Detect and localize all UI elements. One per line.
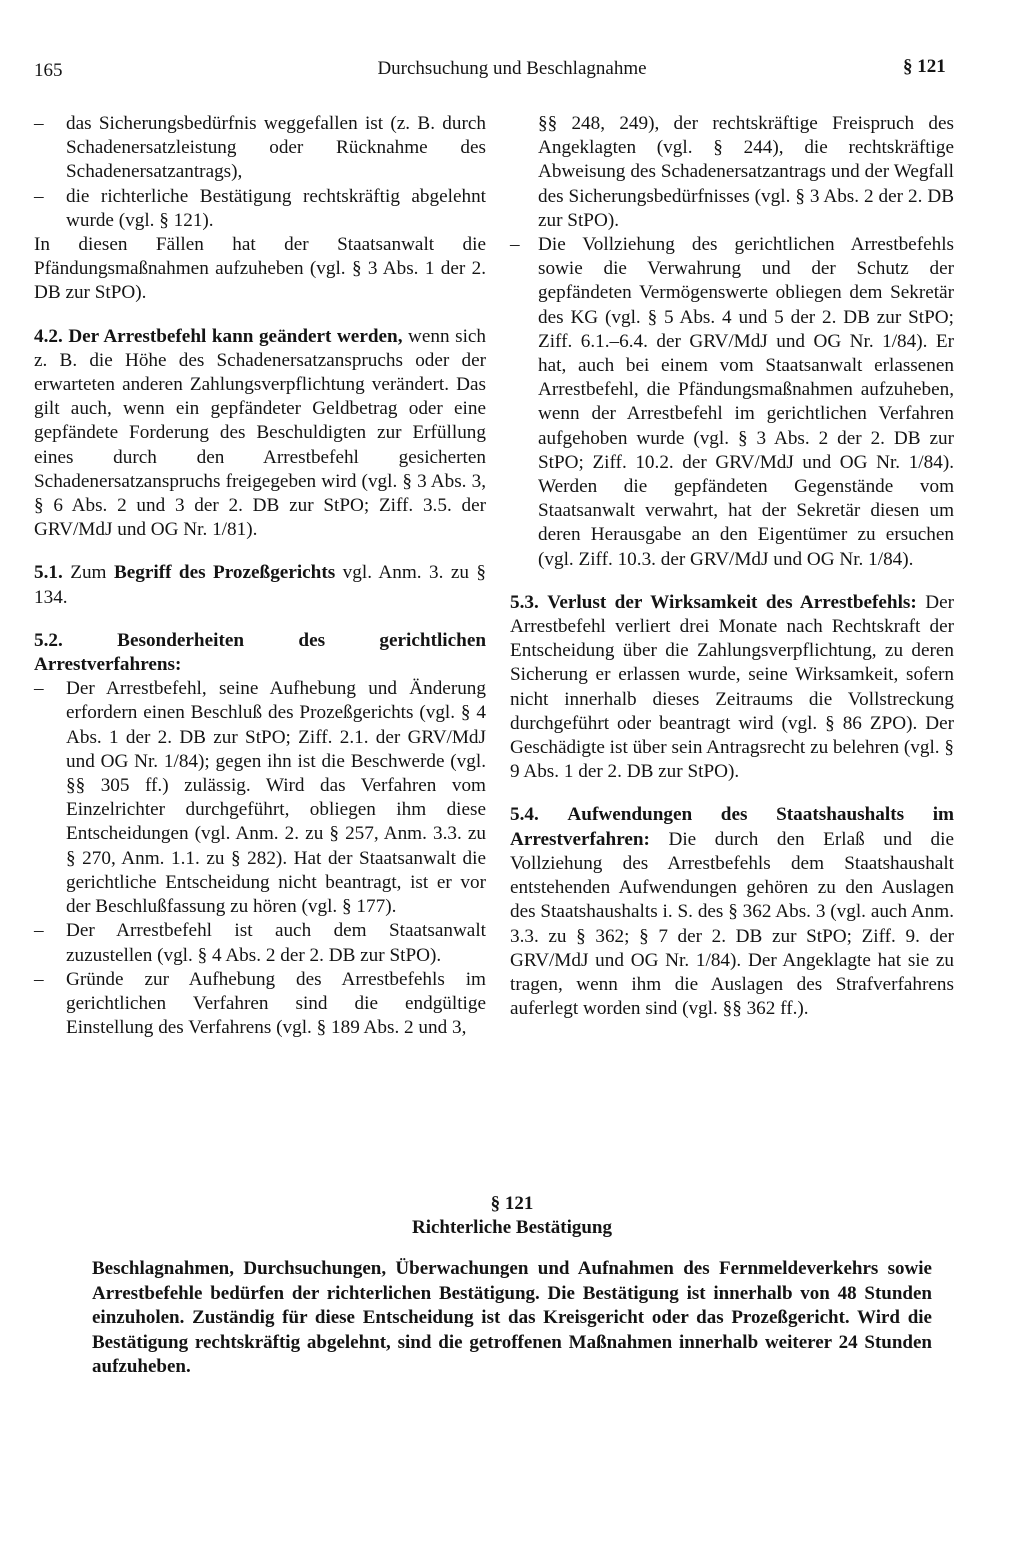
left-column — [34, 112, 486, 1040]
running-title: Durchsuchung und Beschlagnahme — [377, 58, 647, 79]
section-5-1 — [34, 561, 486, 609]
section-heading: Aufwendungen des Staatshaushalts im Arrestverfahren: — [510, 804, 955, 850]
law-section-number: § 121 — [490, 1193, 534, 1214]
section-text: Der Arrestbefehl verliert drei Monate nach Rechtskraft der Entscheidung über die Zahlungsverpflichtung, zu deren Sicherung er erlassen wurde, seine Wirksamkeit, sofern nicht innerhalb dieses Zeitraums die Vollstreckung durchgeführt oder beantragt wird (vgl. § 86 ZPO). Der Geschädigte ist über sein Antragsrecht zu belehren (vgl. § 9 Abs. 1 der 2. DB zur StPO). — [510, 591, 955, 783]
list-item: – Die Vollziehung des gerichtlichen Arrestbefehls sowie die Verwahrung und der Schutz der gepfändeten Vermögenswerte obliegen dem Sekretär des KG (vgl. § 5 Abs. 4 und 5 der 2. DB zur StPO; Ziff. 6.1.–6.4. der GRV/MdJ und OG Nr. 1/84). Er hat, auch bei einem vom Staatsanwalt erlassenen Arrestbefehl, die Pfändungsmaßnahmen aufzuheben, wenn der Arrestbefehl im gerichtlichen Verfahren aufgehoben wurde (vgl. § 3 Abs. 2 der 2. DB zur StPO; Ziff. 10.2. der GRV/MdJ und OG Nr. 1/84). Werden die gepfändeten Gegenstände vom Staatsanwalt verwahrt, hat der Sekretär diesen um deren Herausgabe an den Eigentümer zu ersuchen (vgl. Ziff. 10.3. der GRV/MdJ und OG Nr. 1/84). — [510, 233, 954, 572]
list-item: – die richterliche Bestätigung rechtskräftig abgelehnt wurde (vgl. § 121). — [34, 185, 486, 233]
section-5-2 — [34, 629, 486, 677]
section-text-pre: Zum — [70, 562, 107, 584]
section-number: 5.4. — [510, 804, 539, 826]
law-section-text: Beschlagnahmen, Durchsuchungen, Überwachungen und Aufnahmen des Fernmeldeverkehrs sowie Arrestbefehle bedürfen der richterlichen Bestätigung. Die Bestätigung ist innerhalb von 48 Stunden einzuholen. Zuständig für diese Entscheidung ist das Kreisgericht oder das Prozeßgericht. Wird die Bestätigung rechtskräftig abgelehnt, sind die getroffenen Maßnahmen innerhalb weiterer 24 Stunden aufzuheben. — [92, 1258, 932, 1378]
list-item: – das Sicherungsbedürfnis weggefallen ist (z. B. durch Schadenersatzleistung oder Rücknahme des Schadenersatzantrags), — [34, 112, 486, 185]
list-item-continued: §§ 248, 249), der rechtskräftige Freispruch des Angeklagten (vgl. § 244), die rechtskräftige Abweisung des Schadenersatzantrags und der Wegfall des Sicherungsbedürfnisses (vgl. § 3 Abs. 2 der 2. DB zur StPO). — [538, 113, 954, 231]
right-column — [510, 112, 954, 1021]
section-heading: Besonderheiten des gerichtlichen Arrestverfahrens: — [34, 629, 487, 676]
section-text: vgl. Anm. 3. zu § 134. — [34, 562, 486, 608]
section-number: 5.1. — [34, 562, 63, 584]
page-number: 165 — [34, 60, 63, 81]
section-5-4 — [510, 803, 954, 1021]
page-header — [0, 56, 1024, 88]
law-section-title: Richterliche Bestätigung — [411, 1217, 612, 1238]
section-5-3 — [510, 591, 954, 785]
section-heading: Verlust der Wirksamkeit des Arrestbefehls: — [547, 591, 917, 613]
section-text: Die durch den Erlaß und die Vollziehung des Arrestbefehls dem Staatshaushalt entstehenden Aufwendungen gehören zu den Auslagen des Staatshaushalts i. S. des § 362 Abs. 3 (vgl. auch Anm. 3.3. zu § 362; § 7 der 2. DB zur StPO; Ziff. 9. der GRV/MdJ und OG Nr. 1/84). Der Angeklagte hat sie zu tragen, wenn ihm die Auslagen des Strafverfahrens auferlegt worden sind (vgl. §§ 362 ff.). — [510, 828, 954, 1020]
list-item: – Gründe zur Aufhebung des Arrestbefehls im gerichtlichen Verfahren sind die endgültige Einstellung des Verfahrens (vgl. § 189 Abs. 2 und 3, — [34, 968, 486, 1041]
section-heading: Der Arrestbefehl kann geändert werden, — [68, 325, 403, 347]
section-heading: Begriff des Prozeßgerichts — [113, 562, 336, 584]
section-number: 4.2. — [34, 325, 63, 347]
header-section-number: § 121 — [903, 56, 946, 77]
section-4-2 — [34, 325, 486, 543]
paragraph: In diesen Fällen hat der Staatsanwalt die Pfändungsmaßnahmen aufzuheben (vgl. § 3 Abs. 1 der 2. DB zur StPO). — [34, 234, 486, 304]
section-number: 5.3. — [510, 591, 539, 613]
section-text: wenn sich z. B. die Höhe des Schadenersatzanspruchs oder der erwarteten anderen Zahlungsverpflichtung verändert. Das gilt auch, wenn ein gepfändeter Geldbetrag oder eine gepfändete Forderung des Beschuldigten zur Erfüllung eines durch den Arrestbefehl gesicherten Schadenersatzanspruchs freigegeben wird (vgl. § 3 Abs. 3, § 6 Abs. 2 und 3 der 2. DB zur StPO; Ziff. 3.5. der GRV/MdJ und OG Nr. 1/81). — [34, 325, 487, 541]
list-item: – Der Arrestbefehl, seine Aufhebung und Änderung erfordern einen Beschluß des Prozeßgerichts (vgl. § 4 Abs. 1 der 2. DB zur StPO; Ziff. 2.1. der GRV/MdJ und OG Nr. 1/84); gegen ihn ist die Beschwerde (vgl. §§ 305 ff.) zulässig. Wird das Verfahren vom Einzelrichter durchgeführt, obliegen ihm diese Entscheidungen (vgl. Anm. 2. zu § 257, Anm. 3.3. zu § 270, Anm. 1.1. zu § 282). Hat der Staatsanwalt die gerichtliche Entscheidung nicht beantragt, ist er vor der Beschlußfassung zu hören (vgl. § 177). — [34, 677, 486, 919]
section-number: 5.2. — [34, 629, 63, 651]
list-item: – Der Arrestbefehl ist auch dem Staatsanwalt zuzustellen (vgl. § 4 Abs. 2 der 2. DB zur StPO). — [34, 919, 486, 967]
law-section — [92, 1192, 932, 1380]
